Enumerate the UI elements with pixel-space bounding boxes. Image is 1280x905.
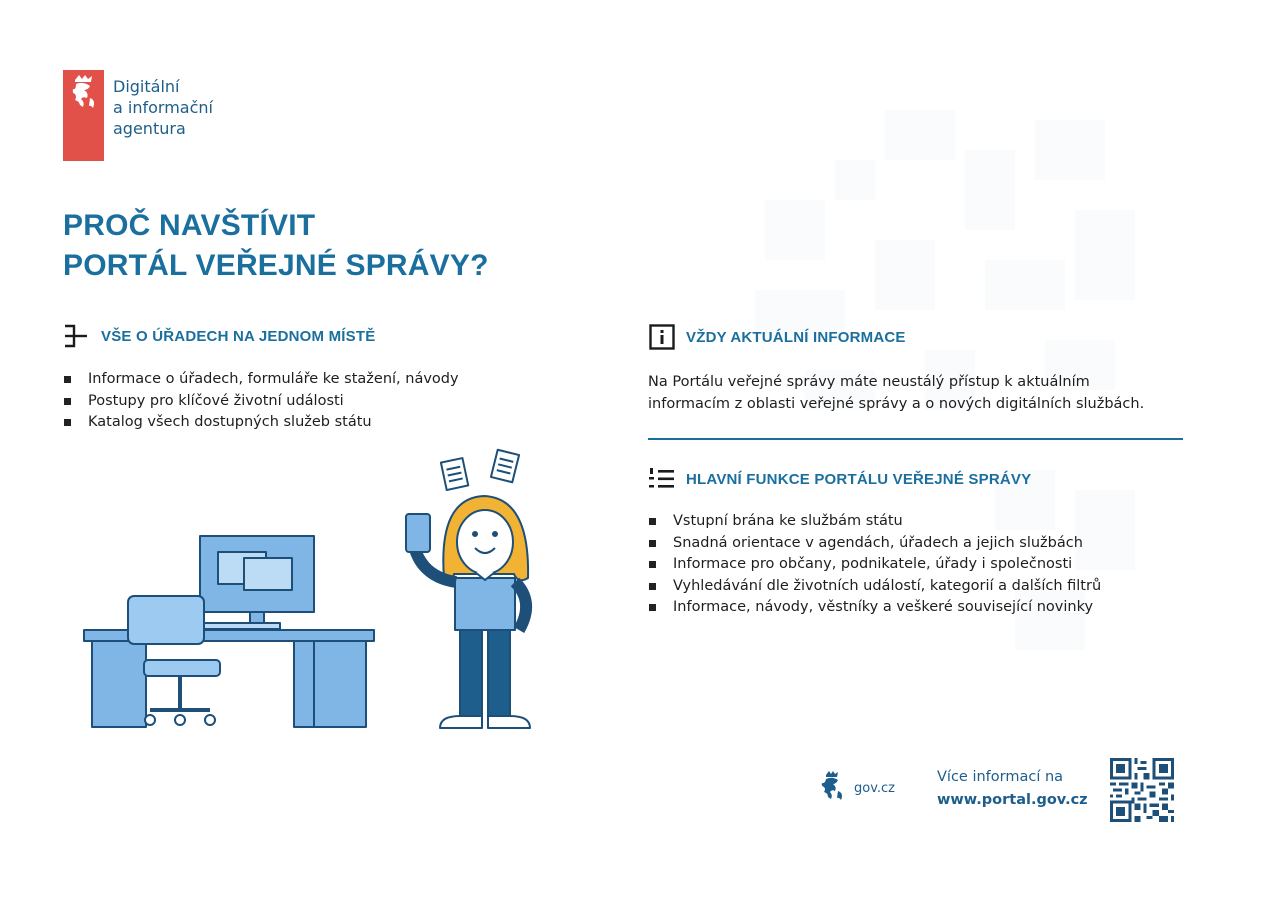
info-icon (648, 324, 676, 350)
functions-feature-list (648, 511, 1101, 619)
section-heading-functions (648, 466, 1031, 492)
page-title (63, 206, 489, 286)
page-title-line: PROČ NAVŠTÍVIT (63, 209, 316, 242)
more-info-text: Více informací na (937, 769, 1064, 785)
list-item: Informace pro občany, podnikatele, úřady i společnosti (648, 554, 1101, 576)
numbered-list-icon (648, 466, 676, 492)
list-item: Informace o úřadech, formuláře ke stažení, návody (63, 369, 459, 391)
agency-logo-mark (63, 70, 104, 161)
list-item: Katalog všech dostupných služeb státu (63, 412, 459, 434)
agency-name-line: agentura (113, 119, 186, 138)
agency-name (113, 76, 213, 139)
more-info-block (937, 766, 1088, 812)
illustration-desk-and-woman (80, 448, 540, 738)
list-item: Postupy pro klíčové životní události (63, 391, 459, 413)
section-heading-text: VŠE O ÚŘADECH NA JEDNOM MÍSTĚ (101, 327, 376, 345)
section-heading-info (648, 324, 906, 350)
list-item: Informace, návody, věstníky a veškeré související novinky (648, 597, 1101, 619)
list-item: Vyhledávání dle životních událostí, kategorií a dalších filtrů (648, 576, 1101, 598)
gov-cz-label: gov.cz (854, 780, 895, 796)
qr-code[interactable] (1110, 758, 1174, 822)
hierarchy-icon (63, 323, 91, 349)
agency-name-line: a informační (113, 98, 213, 117)
agency-name-line: Digitální (113, 77, 180, 96)
info-paragraph (648, 371, 1188, 415)
section-heading-offices (63, 323, 375, 349)
list-item: Vstupní brána ke službám státu (648, 511, 1101, 533)
section-divider (648, 438, 1183, 440)
section-heading-text: HLAVNÍ FUNKCE PORTÁLU VEŘEJNÉ SPRÁVY (686, 470, 1032, 488)
section-heading-text: VŽDY AKTUÁLNÍ INFORMACE (686, 328, 906, 346)
czech-lion-icon (63, 70, 104, 120)
info-paragraph-line: informacím z oblasti veřejné správy a o nových digitálních službách. (648, 396, 1145, 412)
offices-feature-list (63, 369, 459, 434)
page-title-line: PORTÁL VEŘEJNÉ SPRÁVY? (63, 249, 489, 282)
portal-url-link[interactable]: www.portal.gov.cz (937, 792, 1088, 808)
list-item: Snadná orientace v agendách, úřadech a jejich službách (648, 533, 1101, 555)
czech-lion-icon (820, 771, 848, 805)
info-paragraph-line: Na Portálu veřejné správy máte neustálý přístup k aktuálním (648, 374, 1090, 390)
gov-cz-logo (820, 771, 895, 805)
